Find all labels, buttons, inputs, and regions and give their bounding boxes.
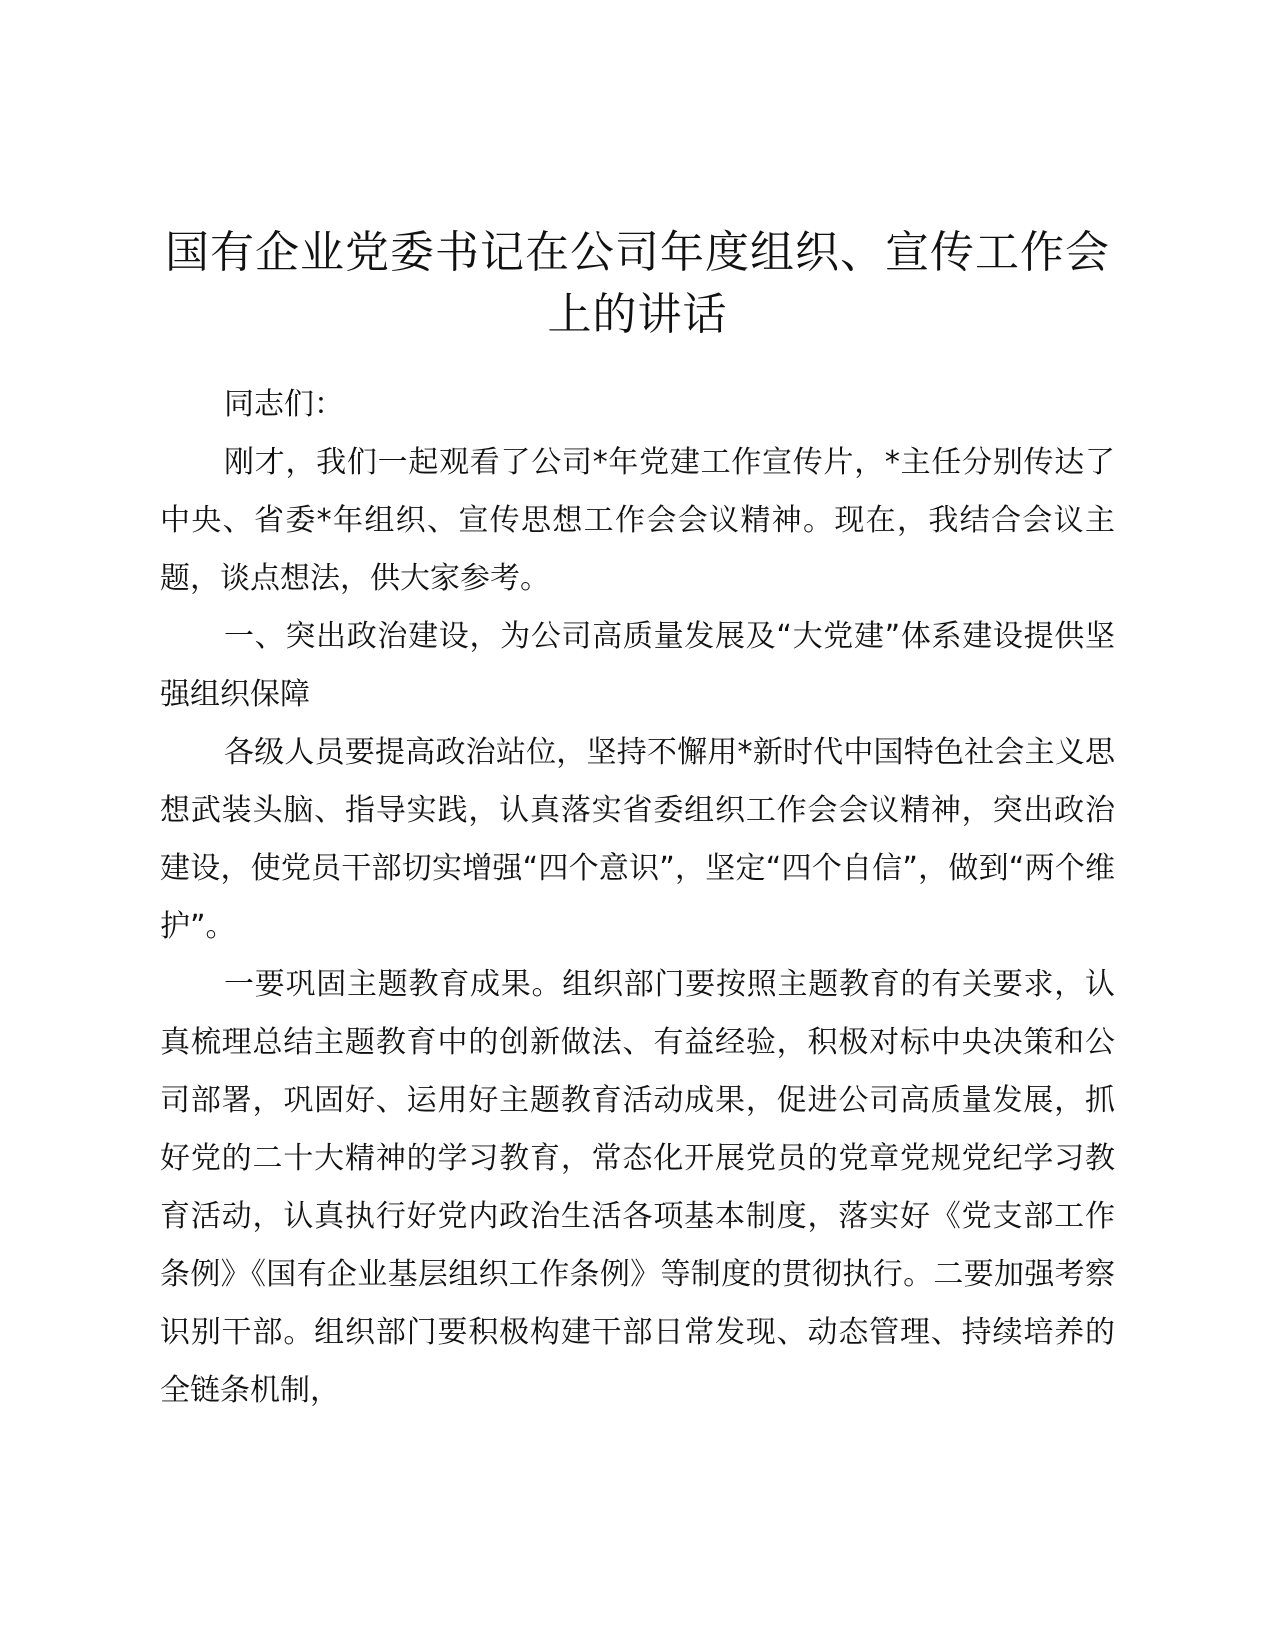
document-title: 国有企业党委书记在公司年度组织、宣传工作会上的讲话 (165, 227, 1110, 340)
opening-paragraph: 刚才，我们一起观看了公司*年党建工作宣传片，*主任分别传达了中央、省委*年组织、宣传思想工作会会议精神。现在，我结合会议主题，谈点想法，供大家参考。 (160, 445, 1115, 596)
salutation-paragraph: 同志们： (224, 387, 344, 422)
body-paragraph-2: 一要巩固主题教育成果。组织部门要按照主题教育的有关要求，认真梳理总结主题教育中的创新做法、有益经验，积极对标中央决策和公司部署，巩固好、运用好主题教育活动成果，促进公司高质量发展，抓好党的二十大精神的学习教育，常态化开展党员的党章党规党纪学习教育活动，认真执行好党内政治生活各项基本制度，落实好《党支部工作条例》《国有企业基层组织工作条例》等制度的贯彻执行。二要加强考察识别干部。组织部门要积极构建干部日常发现、动态管理、持续培养的全链条机制， (160, 967, 1115, 1408)
section-heading-1: 一、突出政治建设，为公司高质量发展及“大党建”体系建设提供坚强组织保障 (160, 619, 1115, 712)
document-body (160, 376, 1115, 1420)
body-paragraph-1: 各级人员要提高政治站位，坚持不懈用*新时代中国特色社会主义思想武装头脑、指导实践，认真落实省委组织工作会会议精神，突出政治建设，使党员干部切实增强“四个意识”，坚定“四个自信”，做到“两个维护”。 (160, 735, 1115, 944)
